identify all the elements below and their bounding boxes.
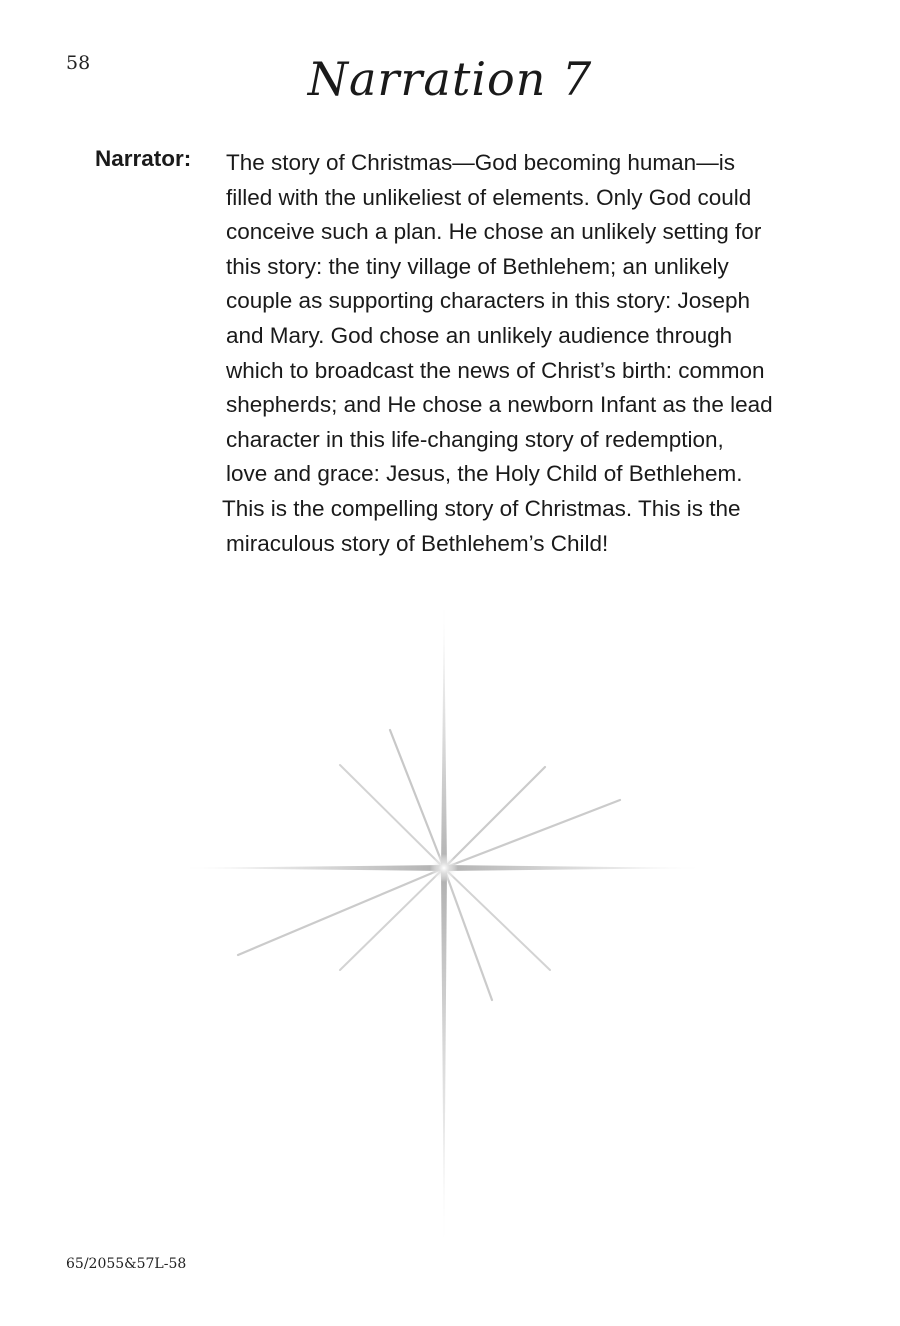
narration-line: which to broadcast the news of Christ’s birth: common (226, 357, 765, 383)
narration-line: miraculous story of Bethlehem’s Child! (226, 530, 609, 556)
narration-line: conceive such a plan. He chose an unlikely setting for (226, 219, 762, 245)
narration-line: this story: the tiny village of Bethlehem; an unlikely (226, 253, 729, 279)
speaker-label: Narrator: (95, 146, 192, 171)
narration-line: character in this life-changing story of redemption, (226, 426, 724, 452)
narration-text (222, 146, 816, 561)
narration-line: couple as supporting characters in this story: Joseph (226, 288, 751, 314)
page-title: Narration 7 (307, 52, 593, 106)
narration-line: The story of Christmas—God becoming human—is (226, 150, 735, 175)
narration-line: shepherds; and He chose a newborn Infant as the lead (226, 392, 773, 418)
footer-code: 65/2055&57L-58 (66, 1256, 187, 1272)
narration-line: filled with the unlikeliest of elements. Only God could (226, 184, 752, 210)
narration-line: and Mary. God chose an unlikely audience through (226, 322, 733, 348)
page-number: 58 (66, 52, 91, 74)
bethlehem-star-icon (170, 590, 720, 1260)
narration-line: love and grace: Jesus, the Holy Child of Bethlehem. (226, 461, 743, 487)
narration-line: This is the compelling story of Christmas. This is the (222, 495, 741, 521)
